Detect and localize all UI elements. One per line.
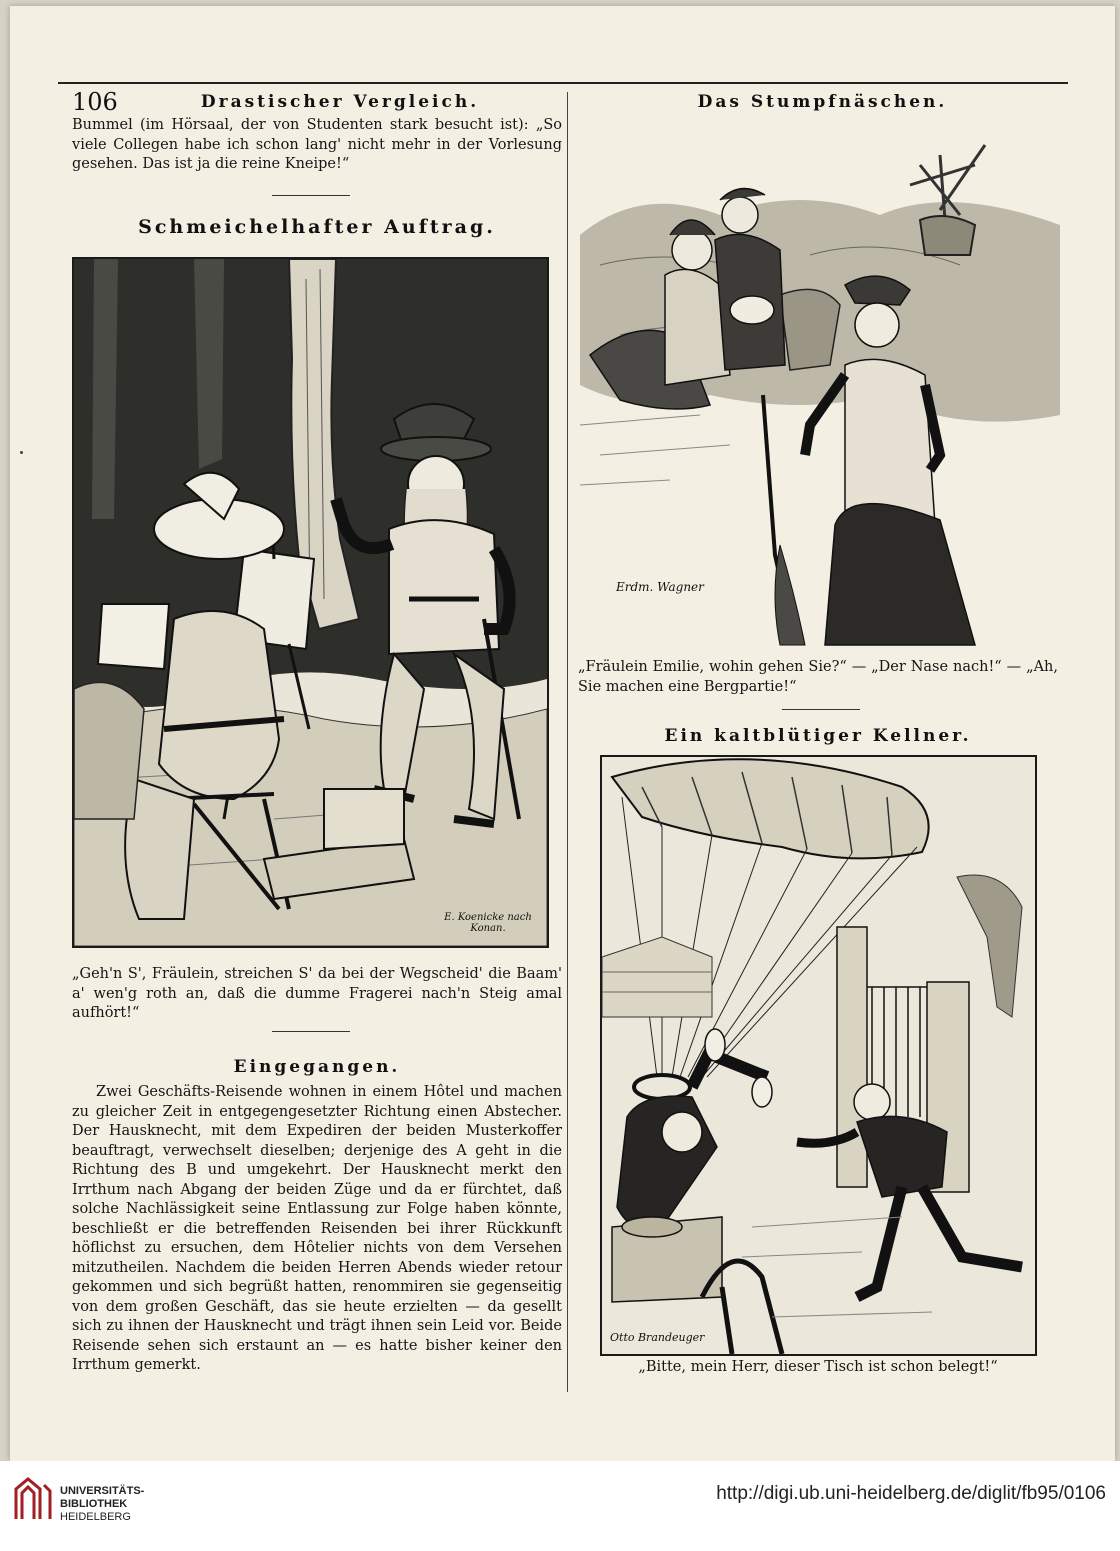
heading-schmeichelhafter-auftrag: Schmeichelhafter Auftrag. xyxy=(138,216,496,238)
text-eingegangen: Zwei Geschäfts-Reisende wohnen in einem Hôtel und machen zu gleicher Zeit in entgegengesetzter Richtung einen Abstecher. Der Hausknecht, mit dem Expediren der beiden Musterkoffer beauftragt, verwechselt dieselben; derjenige des A geht in die Richtung des B und umgekehrt. Der Hausknecht merkt den Irrthum nach Abgang der beiden Züge und da er fürchtet, daß solche Nachlässigkeit seine Entlassung zur Folge haben könnte, beschließt er die betreffenden Reisenden bei ihrer Rückkunft höflichst zu ersuchen, dem Hôtelier nichts von dem Versehen mitzutheilen. Nachdem die beiden Herren Abends wieder retour gekommen und sich begrüßt hatten, renommiren sie gegenseitig von dem großen Geschäft, das sie heute erzielten — da gesellt sich zu ihnen der Hausknecht und trägt ihnen sein Leid vor. Beide Reisende sehen sich erstaunt an — es hatte bisher keiner den Irrthum gemerkt. xyxy=(72,1084,562,1373)
heading-stumpfnaeschen: Das Stumpfnäschen. xyxy=(697,92,948,112)
caption-schmeichelhafter-auftrag: „Geh'n S', Fräulein, streichen S' da bei der Wegscheid' die Baam' a' wen'g roth an, daß die dumme Fragerei nach'n Steig amal aufhört!“ xyxy=(72,966,562,1021)
section-divider xyxy=(272,1031,350,1032)
footer-bar xyxy=(0,1461,1120,1551)
illustration-signature: Erdm. Wagner xyxy=(616,580,704,594)
heading-kaltbluetiger-kellner: Ein kaltblütiger Kellner. xyxy=(664,726,972,746)
library-name-line1: UNIVERSITÄTS- xyxy=(60,1485,145,1497)
forest-scene-drawing xyxy=(74,259,547,946)
illustration-painter-and-hiker xyxy=(72,257,549,948)
page-number: 106 xyxy=(72,88,118,116)
heading-eingegangen: Eingegangen. xyxy=(233,1057,401,1077)
illustration-parachute-waiter xyxy=(600,755,1037,1356)
illustration-ladies-garden xyxy=(580,125,1060,655)
library-name-line2: BIBLIOTHEK xyxy=(60,1498,128,1510)
caption-kaltbluetiger-kellner: „Bitte, mein Herr, dieser Tisch ist schon belegt!“ xyxy=(638,1359,998,1375)
column-divider xyxy=(567,92,568,1392)
scan-speck xyxy=(20,451,23,454)
section-divider xyxy=(782,709,860,710)
caption-stumpfnaeschen: „Fräulein Emilie, wohin gehen Sie?“ — „Der Nase nach!“ — „Ah, Sie machen eine Bergpartie!“ xyxy=(578,659,1058,695)
illustration-signature: E. Koenicke nach Konan. xyxy=(444,912,532,934)
text-drastischer-vergleich: Bummel (im Hörsaal, der von Studenten stark besucht ist): „So viele Collegen habe ich schon lang' nicht mehr in der Vorlesung gesehen. Das ist ja die reine Kneipe!“ xyxy=(72,117,562,172)
section-divider xyxy=(272,195,350,196)
parachute-scene-drawing xyxy=(602,757,1035,1354)
garden-scene-drawing xyxy=(580,125,1060,655)
source-url[interactable]: http://digi.ub.uni-heidelberg.de/diglit/fb95/0106 xyxy=(716,1483,1106,1504)
illustration-signature: Otto Brandeuger xyxy=(610,1331,705,1344)
library-name xyxy=(60,1485,144,1524)
library-logo-icon xyxy=(12,1475,52,1523)
heading-drastischer-vergleich: Drastischer Vergleich. xyxy=(200,92,480,112)
library-name-line3: HEIDELBERG xyxy=(60,1511,131,1523)
